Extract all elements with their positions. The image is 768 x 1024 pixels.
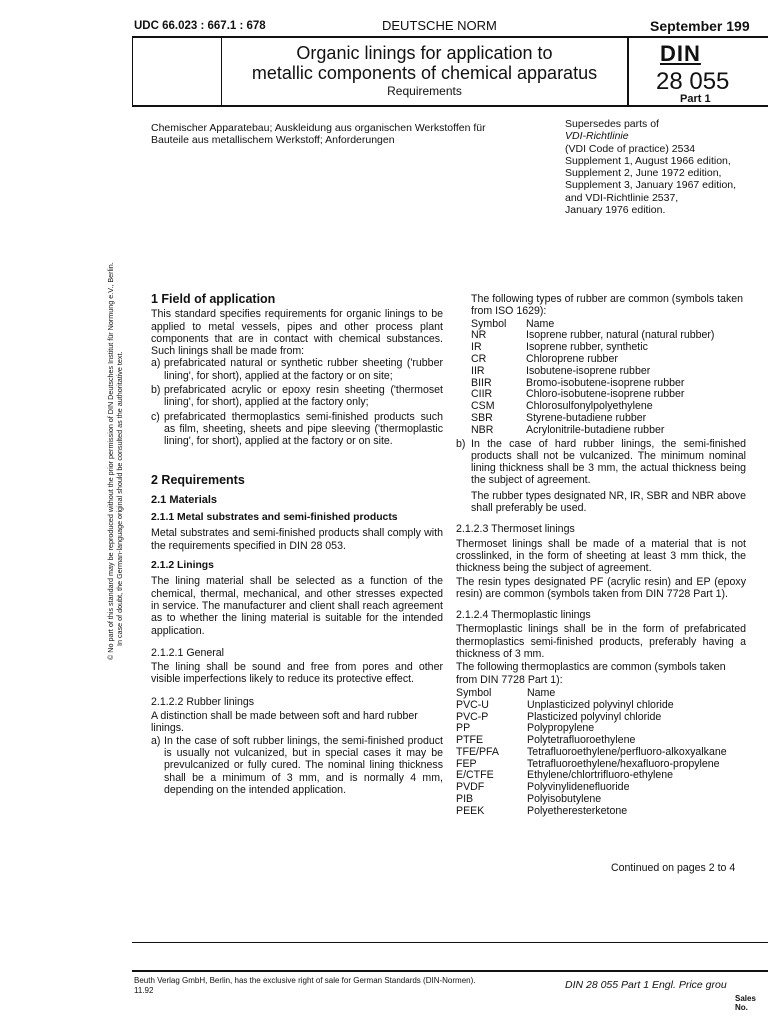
- list-text: In the case of hard rubber linings, the semi-finished products shall not be vulcanized. The minimum nominal lining thickness shall be 3 mm, the actual thickness being the subject of agreement.: [471, 437, 746, 487]
- list-text: prefabricated acrylic or epoxy resin sheeting ('thermoset lining', for short), applied at the factory only;: [164, 384, 443, 409]
- document-title-line1: Organic linings for application to: [296, 43, 553, 63]
- table-row: [471, 366, 714, 378]
- continued-note: Continued on pages 2 to 4: [611, 862, 736, 874]
- footer-rule-bottom: [132, 970, 768, 972]
- supersedes-line: January 1976 edition.: [565, 204, 666, 217]
- section-2-1-2-3-heading: 2.1.2.3 Thermoset linings: [456, 523, 575, 536]
- din-number: 28 055: [656, 68, 730, 95]
- symbol-cell: FEP: [456, 757, 477, 770]
- table-row: [471, 413, 714, 425]
- section-2-1-2-3-text: Thermoset linings shall be made of a material that is not crosslinked, in the form of sheeting at least 3 mm thick, the thickness being the subject of agreement.: [456, 537, 746, 575]
- publication-date: September 199: [650, 18, 750, 34]
- column-header: Name: [526, 317, 555, 330]
- name-cell: Tetrafluoroethylene/hexafluoro-propylene: [527, 757, 720, 770]
- german-title: Chemischer Apparatebau; Auskleidung aus organischen Werkstoffen für Bauteile aus metallischem Werkstoff; Anforderungen: [151, 122, 486, 147]
- name-cell: Polytetrafluoroethylene: [527, 734, 636, 747]
- name-cell: Chloro-isobutene-isoprene rubber: [526, 388, 685, 401]
- name-cell: Chloroprene rubber: [526, 352, 618, 365]
- name-cell: Isobutene-isoprene rubber: [526, 364, 651, 377]
- section-2-1-2-2-heading: 2.1.2.2 Rubber linings: [151, 695, 255, 708]
- section-2-heading: 2 Requirements: [151, 472, 245, 487]
- symbol-cell: PIB: [456, 793, 474, 806]
- udc-code: UDC 66.023 : 667.1 : 678: [134, 20, 266, 32]
- list-item: [456, 438, 746, 487]
- list-marker: a): [151, 357, 161, 370]
- section-2-1-1-text: Metal substrates and semi-finished products shall comply with the requirements specified in DIN 28 053.: [151, 527, 443, 552]
- section-2-1-2-3-text: The resin types designated PF (acrylic resin) and EP (epoxy resin) are common (symbols taken from DIN 7728 Part 1).: [456, 575, 746, 600]
- symbol-cell: PP: [456, 722, 471, 735]
- section-2-1-1-heading: 2.1.1 Metal substrates and semi-finished products: [151, 512, 398, 524]
- symbol-cell: NBR: [471, 423, 494, 436]
- supersedes-block: [565, 118, 765, 216]
- column-header: Name: [527, 686, 556, 699]
- sales-number: Sales No.: [735, 994, 756, 1012]
- list-marker: a): [151, 734, 161, 747]
- left-column: [151, 293, 443, 796]
- section-2-1-2-4-text: Thermoplastic linings shall be in the form of prefabricated thermoplastics semi-finished products, preferably having a thickness of 3 mm.: [456, 623, 746, 661]
- symbol-cell: CSM: [471, 400, 495, 413]
- column-header: Symbol: [456, 686, 492, 699]
- symbol-cell: CR: [471, 352, 487, 365]
- section-2-1-2-1-text: The lining shall be sound and free from pores and other visible imperfections likely to reduce its protective effect.: [151, 661, 443, 686]
- symbol-cell: CIIR: [471, 388, 493, 401]
- thermoplastics-table: [456, 688, 727, 818]
- din-logo: DIN: [660, 41, 701, 66]
- name-cell: Tetrafluoroethylene/perfluoro-alkoxyalkane: [527, 745, 727, 758]
- copyright-side-note: [106, 262, 124, 660]
- document-subtitle: Requirements: [387, 84, 462, 98]
- name-cell: Polyetheresterketone: [527, 804, 628, 817]
- name-cell: Ethylene/chlortrifluoro-ethylene: [527, 769, 674, 782]
- rubber-intro: The following types of rubber are common (symbols taken from ISO 1629):: [471, 293, 744, 318]
- publisher-note: Beuth Verlag GmbH, Berlin, has the exclusive right of sale for German Standards (DIN-Normen).: [134, 976, 476, 985]
- name-cell: Isoprene rubber, synthetic: [526, 341, 648, 354]
- section-2-1-2-4-text: The following thermoplastics are common (symbols taken from DIN 7728 Part 1):: [456, 661, 726, 686]
- section-1-heading: 1 Field of application: [151, 292, 276, 306]
- name-cell: Bromo-isobutene-isoprene rubber: [526, 376, 685, 389]
- section-2-1-2-2-text: A distinction shall be made between soft and hard rubber linings.: [151, 710, 418, 735]
- standard-type: DEUTSCHE NORM: [382, 18, 497, 33]
- table-row: [471, 425, 714, 437]
- symbol-cell: PEEK: [456, 804, 485, 817]
- symbol-cell: PVC-P: [456, 710, 489, 723]
- document-reference: DIN 28 055 Part 1 Engl. Price grou: [565, 979, 727, 991]
- rubber-table: [471, 319, 714, 437]
- header-rule-bottom: [132, 105, 768, 107]
- header-rule-top: [132, 36, 768, 38]
- symbol-cell: SBR: [471, 411, 493, 424]
- supersedes-line: Supplement 1, August 1966 edition,: [565, 154, 731, 167]
- supersedes-line: Supersedes parts of: [565, 118, 659, 130]
- section-2-1-2-1-heading: 2.1.2.1 General: [151, 646, 225, 659]
- title-box-left: [132, 36, 133, 106]
- section-2-1-heading: 2.1 Materials: [151, 493, 218, 506]
- supersedes-line: and VDI-Richtlinie 2537,: [565, 191, 679, 204]
- table-row: [456, 806, 727, 818]
- list-marker: b): [456, 437, 466, 450]
- name-cell: Chlorosulfonylpolyethylene: [526, 400, 653, 413]
- list-text: prefabricated thermoplastics semi-finished products such as film, sheeting, sheets and pipe sleeving ('thermoplastic lining', for short), applied at the factory or on site.: [164, 410, 443, 448]
- symbol-cell: NR: [471, 329, 487, 342]
- table-row: [471, 354, 714, 366]
- name-cell: Plasticized polyvinyl chloride: [527, 710, 662, 723]
- list-item: [151, 384, 443, 409]
- rubber-note: The rubber types designated NR, IR, SBR and NBR above shall preferably be used.: [471, 489, 746, 515]
- column-header: Symbol: [471, 317, 507, 330]
- list-item: [151, 357, 443, 382]
- symbol-cell: PVC-U: [456, 698, 489, 711]
- table-header-row: [456, 688, 727, 700]
- symbol-cell: BIIR: [471, 376, 492, 389]
- supersedes-line: Supplement 3, January 1967 edition,: [565, 179, 737, 192]
- supersedes-line: VDI-Richtlinie: [565, 130, 629, 143]
- symbol-cell: IR: [471, 341, 482, 354]
- name-cell: Isoprene rubber, natural (natural rubber): [526, 329, 715, 342]
- supersedes-line: Supplement 2, June 1972 edition,: [565, 167, 722, 180]
- table-row: [456, 747, 727, 759]
- name-cell: Polyisobutylene: [527, 793, 602, 806]
- symbol-cell: PTFE: [456, 734, 484, 747]
- din-part: Part 1: [680, 93, 711, 105]
- name-cell: Styrene-butadiene rubber: [526, 411, 647, 424]
- table-row: [456, 700, 727, 712]
- symbol-cell: TFE/PFA: [456, 745, 499, 758]
- copyright-line: In case of doubt, the German-language original should be consulted as the authoritative text.: [115, 351, 124, 646]
- symbol-cell: IIR: [471, 364, 485, 377]
- list-item: [151, 735, 443, 796]
- title-box-right: [627, 36, 629, 106]
- name-cell: Unplasticized polyvinyl chloride: [527, 698, 674, 711]
- document-title-line2: metallic components of chemical apparatus: [251, 63, 598, 83]
- list-marker: c): [151, 410, 160, 423]
- section-2-1-2-text: The lining material shall be selected as a function of the chemical, thermal, mechanical, and other stresses expected in service. The manufacturer and client shall reach agreement as to whether the lining material is suitable for the intended application.: [151, 575, 443, 637]
- symbol-cell: E/CTFE: [456, 769, 494, 782]
- right-column: [456, 293, 746, 818]
- section-2-1-2-heading: 2.1.2 Linings: [151, 560, 214, 572]
- print-code: 11.92: [134, 986, 154, 995]
- footer-rule-top: [132, 942, 768, 943]
- name-cell: Acrylonitrile-butadiene rubber: [526, 423, 665, 436]
- section-2-1-2-4-heading: 2.1.2.4 Thermoplastic linings: [456, 609, 591, 622]
- list-text: prefabricated natural or synthetic rubber sheeting ('rubber lining', for short), applied at the factory or on site;: [164, 357, 443, 382]
- section-1-intro: This standard specifies requirements for organic linings to be applied to metal vessels, pipes and other process plant components that are in contact with chemical substances. Such linings shall be made from:: [151, 308, 443, 358]
- copyright-line: © No part of this standard may be reproduced without the prior permission of DIN Deutsches Institut für Normung e.V., Berlin.: [106, 262, 115, 660]
- list-marker: b): [151, 384, 161, 397]
- list-item: [151, 411, 443, 448]
- name-cell: Polyvinylidenefluoride: [527, 781, 630, 794]
- symbol-cell: PVDF: [456, 781, 485, 794]
- name-cell: Polypropylene: [527, 722, 595, 735]
- list-text: In the case of soft rubber linings, the semi-finished product is usually not vulcanized, but in special cases it may be prevulcanized or fully cured. The nominal lining thickness shall be a minimum of 3 mm, and is normally 4 mm, depending on the intended application.: [164, 734, 443, 796]
- supersedes-line: (VDI Code of practice) 2534: [565, 142, 696, 155]
